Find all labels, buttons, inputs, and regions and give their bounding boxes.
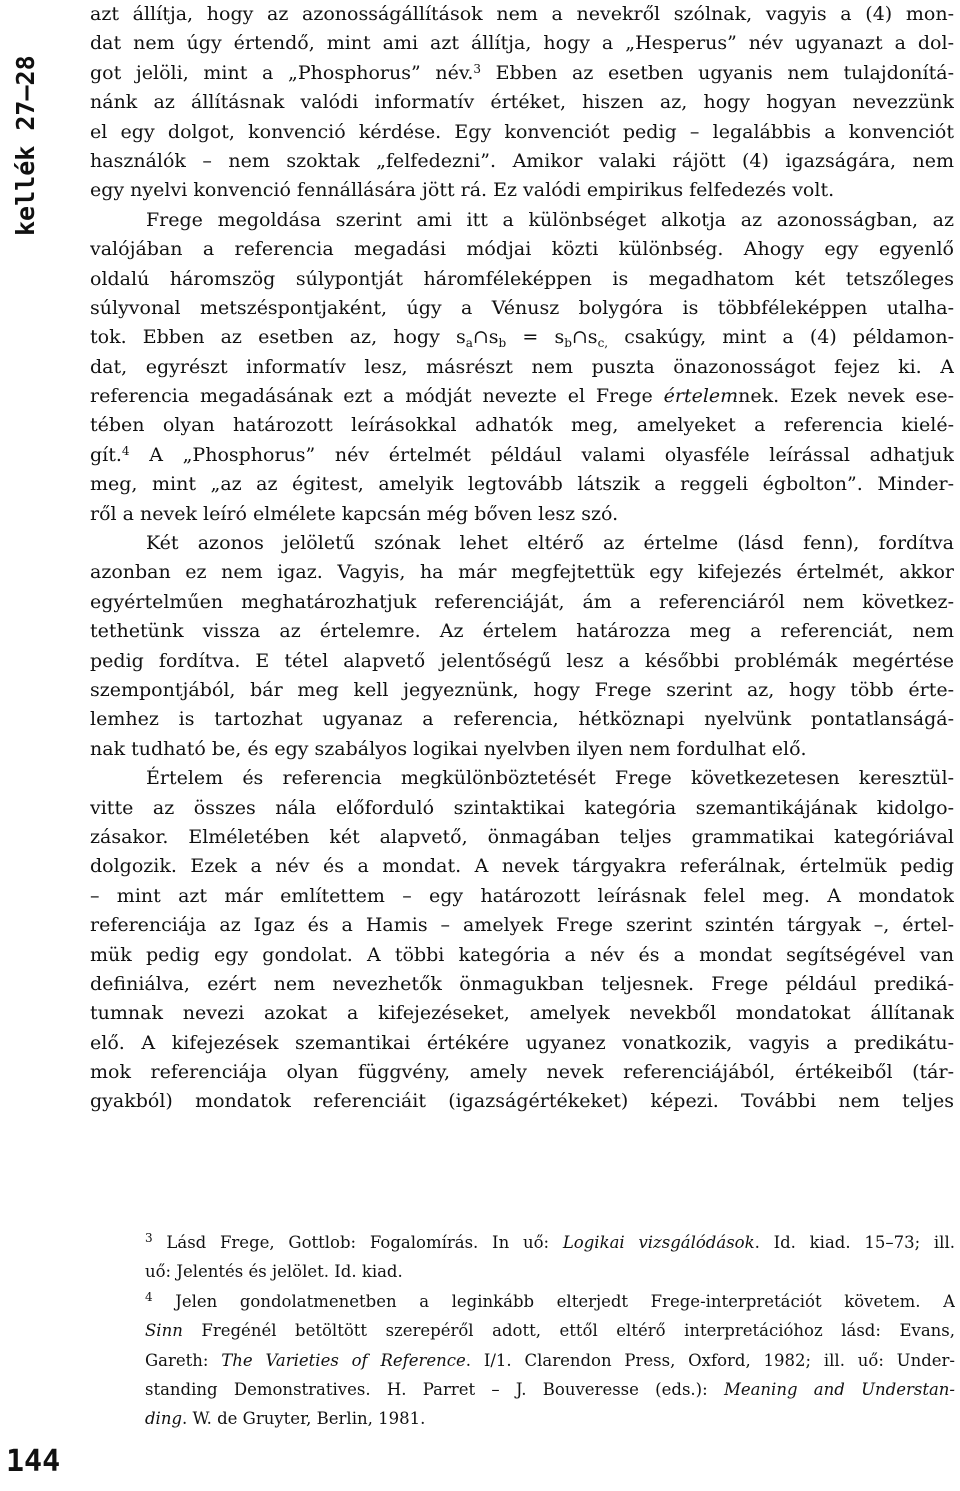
main-text	[90, 0, 954, 1117]
text-line: tethetünk vissza az értelemre. Az értelem határozza meg a referenciát, nem	[90, 620, 954, 643]
text-line: nak tudható be, és egy szabályos logikai nyelvben ilyen nem fordulhat elő.	[90, 737, 807, 760]
italic-term: Sinn	[145, 1321, 183, 1341]
footnote-ref: 4	[121, 443, 130, 458]
text-line: dolgozik. Ezek a név és a mondat. A nevek tárgyakra referálnak, értelmük pedig	[90, 855, 954, 878]
text-line: szempontjából, bár meg kell jegyeznünk, hogy Frege szerint az, hogy több érte-	[90, 678, 954, 701]
text-span: tok. Ebben az esetben az, hogy s	[90, 326, 466, 349]
subscript: b	[498, 336, 507, 351]
text-line: el egy dolgot, konvenció kérdése. Egy konvenciót pedig – legalábbis a konvenciót	[90, 120, 954, 143]
text-line: nánk az állításnak valódi informatív értéket, hiszen az, hogy hogyan nevezzünk	[90, 91, 954, 114]
paragraph	[90, 206, 954, 529]
text-span: . Id. kiad. 15–73; ill.	[754, 1233, 955, 1252]
text-line: súlyvonal metszéspontjaként, úgy a Vénusz bolygóra is többféleképpen utalha-	[90, 296, 954, 319]
italic-title: The Varieties of Reference	[221, 1350, 466, 1370]
text-line: referenciája az Igaz és a Hamis – amelyek Frege szerint szintén tárgyak –, értel-	[90, 914, 954, 937]
text-line: elő. A kifejezések szemantikai értékére ugyanez vonatkozik, vagyis a predikátu-	[90, 1031, 954, 1054]
text-line: oldalú háromszög súlypontját háromféleképpen is megadhatom két tetszőleges	[90, 267, 954, 290]
footnote-number: 4	[145, 1289, 153, 1304]
text-line: lemhez is tartozhat ugyanaz a referencia, hétköznapi nyelvünk pontatlanságá-	[90, 708, 954, 731]
text-line	[90, 59, 954, 88]
footnote-line	[145, 1287, 955, 1316]
text-line: Értelem és referencia megkülönböztetését Frege következetesen keresztül-	[146, 767, 954, 790]
text-line	[90, 441, 954, 470]
text-line: pedig fordítva. E tétel alapvető jelentőségű lesz a későbbi problémák megértése	[90, 649, 954, 672]
text-span: A „Phosphorus” név értelmét például valami olyasféle leírással adhatjuk	[129, 443, 954, 466]
text-span: . W. de Gruyter, Berlin, 1981.	[182, 1409, 426, 1429]
text-line: definiálva, ezért nem nevezhetők önmagukban teljesnek. Frege például prediká-	[90, 972, 954, 995]
text-line: valójában a referencia megadási módjai közti különbség. Ahogy egy egyenlő	[90, 238, 954, 261]
journal-running-head: kellék 27–28	[11, 55, 40, 236]
footnote-line	[145, 1316, 955, 1345]
text-span: Lásd Frege, Gottlob: Fogalomírás. In uő:	[152, 1233, 563, 1252]
footnote-line	[145, 1346, 955, 1375]
subscript: c,	[597, 336, 609, 351]
text-line: tumnak nevezi azokat a kifejezéseket, amelyek nevekből mondatokat állítanak	[90, 1002, 954, 1025]
text-line: mük pedig egy gondolat. A többi kategória a név és a mondat segítségével van	[90, 943, 954, 966]
paragraph	[90, 529, 954, 764]
text-line: azt állítja, hogy az azonosságállítások nem a nevekről szólnak, vagyis a (4) mon-	[90, 3, 954, 25]
text-span: ∩s	[571, 326, 598, 349]
text-line	[90, 323, 954, 352]
italic-term: értelem	[663, 385, 739, 408]
subscript: a	[465, 336, 473, 351]
footnote-line	[145, 1228, 955, 1257]
text-line: ről a nevek leíró elmélete kapcsán még bőven lesz szó.	[90, 502, 619, 525]
text-span: = s	[506, 326, 565, 349]
paragraph	[90, 764, 954, 1117]
italic-title: Logikai vizsgálódások	[562, 1233, 755, 1252]
text-span: got jelöli, mint a „Phosphorus” név.	[90, 61, 474, 84]
text-span: . I/1. Clarendon Press, Oxford, 1982; ill. uő: Under-	[465, 1350, 955, 1370]
text-line: használók – nem szoktak „felfedezni”. Amikor valaki rájött (4) igazságára, nem	[90, 149, 954, 172]
italic-title: Meaning and Understan-	[723, 1379, 955, 1399]
text-line: Két azonos jelöletű szónak lehet eltérő az értelme (lásd fenn), fordítva	[146, 532, 954, 555]
footnote-line	[145, 1404, 955, 1433]
paragraph	[90, 0, 954, 206]
text-line: egy nyelvi konvenció fennállására jött rá. Ez valódi empirikus felfedezés volt.	[90, 179, 835, 202]
text-span: csakúgy, mint a (4) példamon-	[608, 326, 954, 349]
text-line: vitte az összes nála előforduló szintaktikai kategória szemantikájának kidolgo-	[90, 796, 954, 819]
footnotes	[145, 1228, 955, 1434]
text-span: Ebben az esetben ugyanis nem tulajdonítá-	[481, 61, 954, 84]
text-line: dat, egyrészt informatív lesz, másrészt nem puszta önazonosságot fejez ki. A	[90, 355, 954, 378]
text-span: gít.	[90, 443, 122, 466]
text-line: azonban ez nem igaz. Vagyis, ha már megfejtettük egy kifejezés értelmét, akkor	[90, 561, 954, 584]
footnote-line: uő: Jelentés és jelölet. Id. kiad.	[145, 1262, 403, 1282]
text-span: Gareth:	[145, 1350, 222, 1370]
text-line: egyértelműen meghatározhatjuk referenciáját, ám a referenciáról nem következ-	[90, 590, 954, 613]
text-line: Frege megoldása szerint ami itt a különbséget alkotja az azonosságban, az	[146, 208, 954, 231]
text-span: ∩s	[472, 326, 499, 349]
text-span: Fregénél betöltött szerepéről adott, ettől eltérő interpretációhoz lásd: Evans,	[182, 1321, 955, 1341]
page-number: 144	[6, 1444, 61, 1479]
italic-title: ding	[145, 1409, 183, 1429]
text-line	[90, 382, 954, 411]
text-line: tében olyan határozott leírásokkal adhatók meg, amelyeket a referencia kielé-	[90, 414, 954, 437]
footnote-ref: 3	[473, 61, 481, 76]
footnote-number: 3	[145, 1231, 153, 1245]
text-span: nek. Ezek nevek ese-	[738, 385, 954, 408]
text-line: mok referenciája olyan függvény, amely nevek referenciájából, értékeiből (tár-	[90, 1061, 954, 1084]
text-line: – mint azt már említettem – egy határozott leírásnak felel meg. A mondatok	[90, 884, 954, 907]
text-span: Jelen gondolatmenetben a leginkább elterjedt Frege-interpretációt követem. A	[152, 1291, 955, 1311]
text-line: zásakor. Elméletében két alapvető, önmagában teljes grammatikai kategóriával	[90, 825, 954, 848]
text-line: gyakból) mondatok referenciáit (igazságértékeket) képezi. További nem teljes	[90, 1090, 954, 1113]
text-span: standing Demonstratives. H. Parret – J. Bouveresse (eds.):	[145, 1379, 724, 1399]
text-line: dat nem úgy értendő, mint ami azt állítja, hogy a „Hesperus” név ugyanazt a dol-	[90, 32, 954, 55]
text-span: referencia megadásának ezt a módját nevezte el Frege	[90, 385, 664, 408]
footnote-line	[145, 1375, 955, 1404]
subscript: b	[564, 336, 572, 351]
text-line: meg, mint „az az égitest, amelyik legtovább látszik a reggeli égbolton”. Minder-	[90, 473, 954, 496]
